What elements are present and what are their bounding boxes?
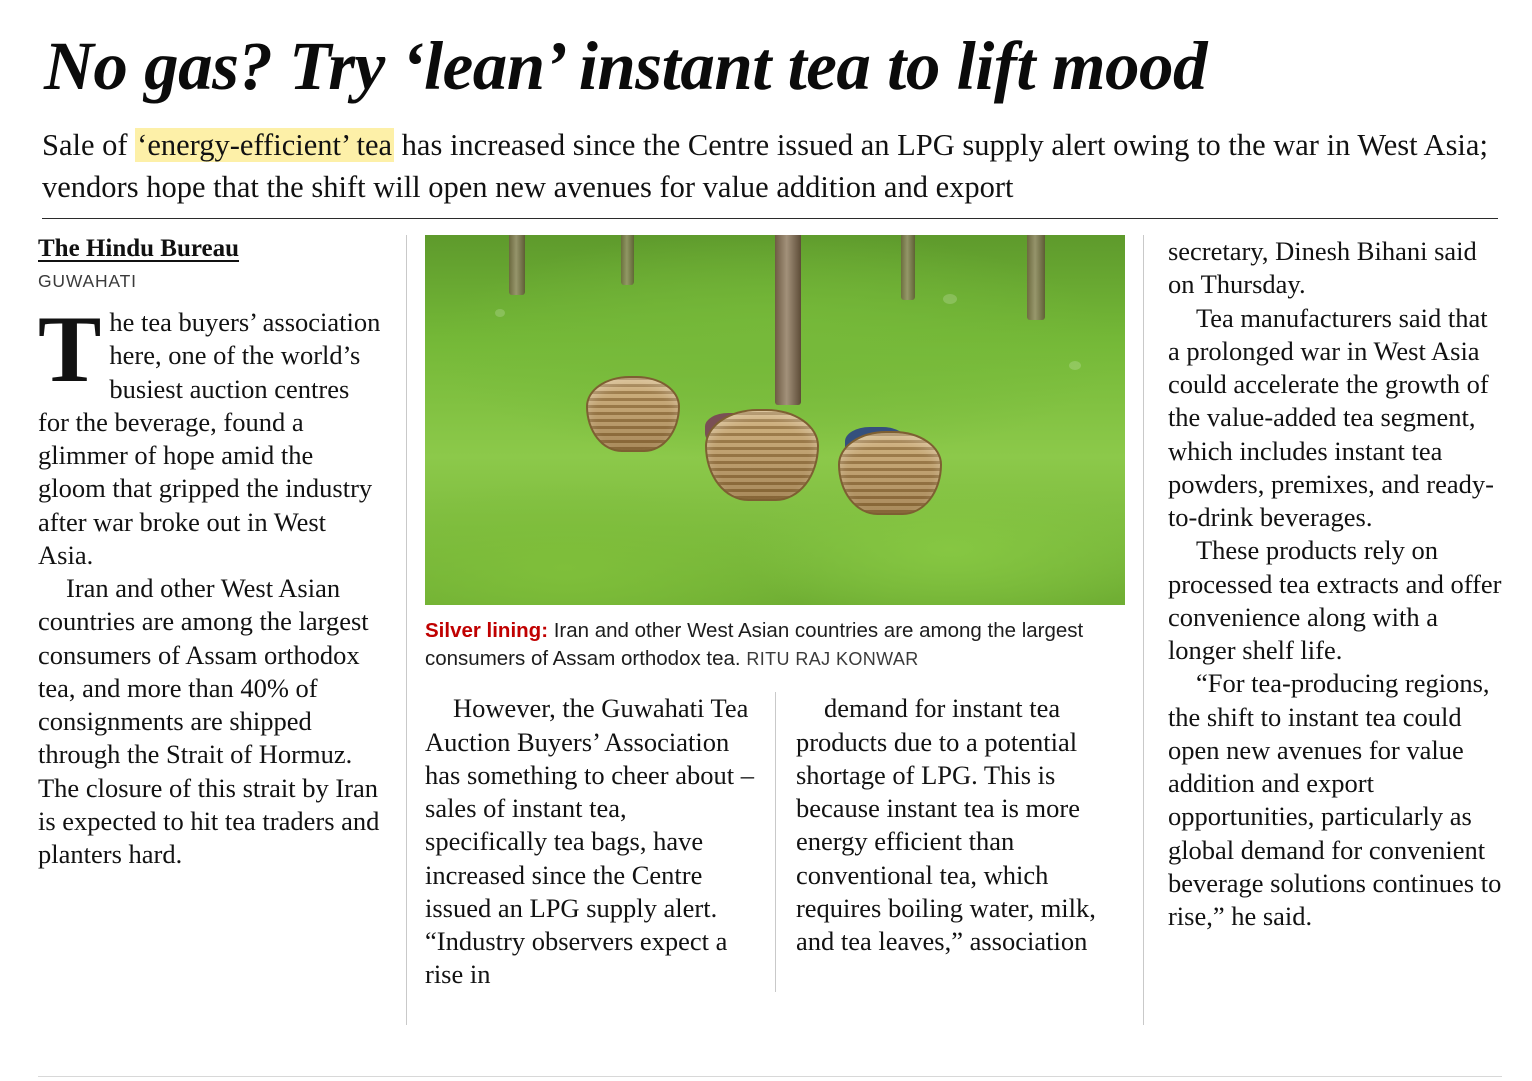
standfirst-before: Sale of — [42, 128, 136, 163]
byline-dateline: GUWAHATI — [38, 271, 137, 292]
middle-subcolumns — [425, 692, 1125, 991]
tree-trunk — [1027, 235, 1045, 320]
article-columns — [38, 235, 1502, 1025]
article-photo — [425, 235, 1125, 605]
article-photo-wrap — [425, 235, 1125, 672]
standfirst — [42, 125, 1498, 219]
paragraph: These products rely on processed tea extracts and offer convenience along with a longer shelf life. — [1167, 535, 1502, 666]
column-three — [1144, 235, 1502, 1025]
column-middle-left — [425, 692, 775, 991]
leaf-highlight — [495, 309, 505, 317]
tea-basket — [705, 409, 819, 501]
photo-credit: RITU RAJ KONWAR — [746, 648, 919, 669]
standfirst-after: has increased since the Centre issued an LPG supply alert owing to the war in West Asia; vendors hope that the shift will open new avenues for value addition and export — [42, 128, 1488, 204]
paragraph: demand for instant tea products due to a potential shortage of LPG. This is because instant tea is more energy efficient than conventional tea, which requires boiling water, milk, and tea leaves,” association — [795, 693, 1096, 957]
page-title: No gas? Try ‘lean’ instant tea to lift mood — [44, 28, 1207, 104]
page-bottom-rule — [38, 1076, 1502, 1077]
caption-text: Iran and other West Asian countries are among the largest consumers of Assam orthodox tea. — [425, 619, 1084, 670]
paragraph: secretary, Dinesh Bihani said on Thursday. — [1167, 236, 1477, 300]
tea-basket — [586, 376, 680, 452]
paragraph: However, the Guwahati Tea Auction Buyers’ Association has something to cheer about – sales of instant tea, specifically tea bags, have increased since the Centre issued an LPG supply alert. “Industry observers expect a rise in — [425, 693, 754, 990]
tree-trunk — [621, 235, 634, 285]
column-middle — [406, 235, 1144, 1025]
column-middle-right — [775, 692, 1125, 991]
byline-author[interactable]: The Hindu Bureau — [38, 235, 240, 263]
paragraph: Iran and other West Asian countries are among the largest consumers of Assam orthodox tea, and more than 40% of consignments are shipped through the Strait of Hormuz. The closure of this strait by Iran is expected to hit tea traders and planters hard. — [38, 573, 380, 870]
tree-trunk — [775, 235, 801, 405]
paragraph: The tea buyers’ association here, one of the world’s busiest auction centres for the beverage, found a glimmer of hope amid the gloom that gripped the industry after war broke out in West Asia. — [38, 296, 381, 570]
paragraph: “For tea-producing regions, the shift to instant tea could open new avenues for value addition and export opportunities, particularly as global demand for convenient beverage solutions continues to rise,” he said. — [1167, 668, 1502, 932]
caption-lead: Silver lining: — [425, 619, 549, 643]
tree-trunk — [901, 235, 915, 300]
paragraph: Tea manufacturers said that a prolonged war in West Asia could accelerate the growth of the value-added tea segment, which includes instant tea powders, premixes, and ready-to-drink beverages. — [1167, 302, 1494, 533]
tree-trunk — [509, 235, 525, 295]
leaf-highlight — [1069, 361, 1081, 370]
column-one — [38, 235, 406, 1025]
standfirst-highlight: ‘energy-efficient’ tea — [137, 128, 393, 163]
tea-basket — [838, 431, 942, 515]
photo-caption — [425, 617, 1125, 672]
